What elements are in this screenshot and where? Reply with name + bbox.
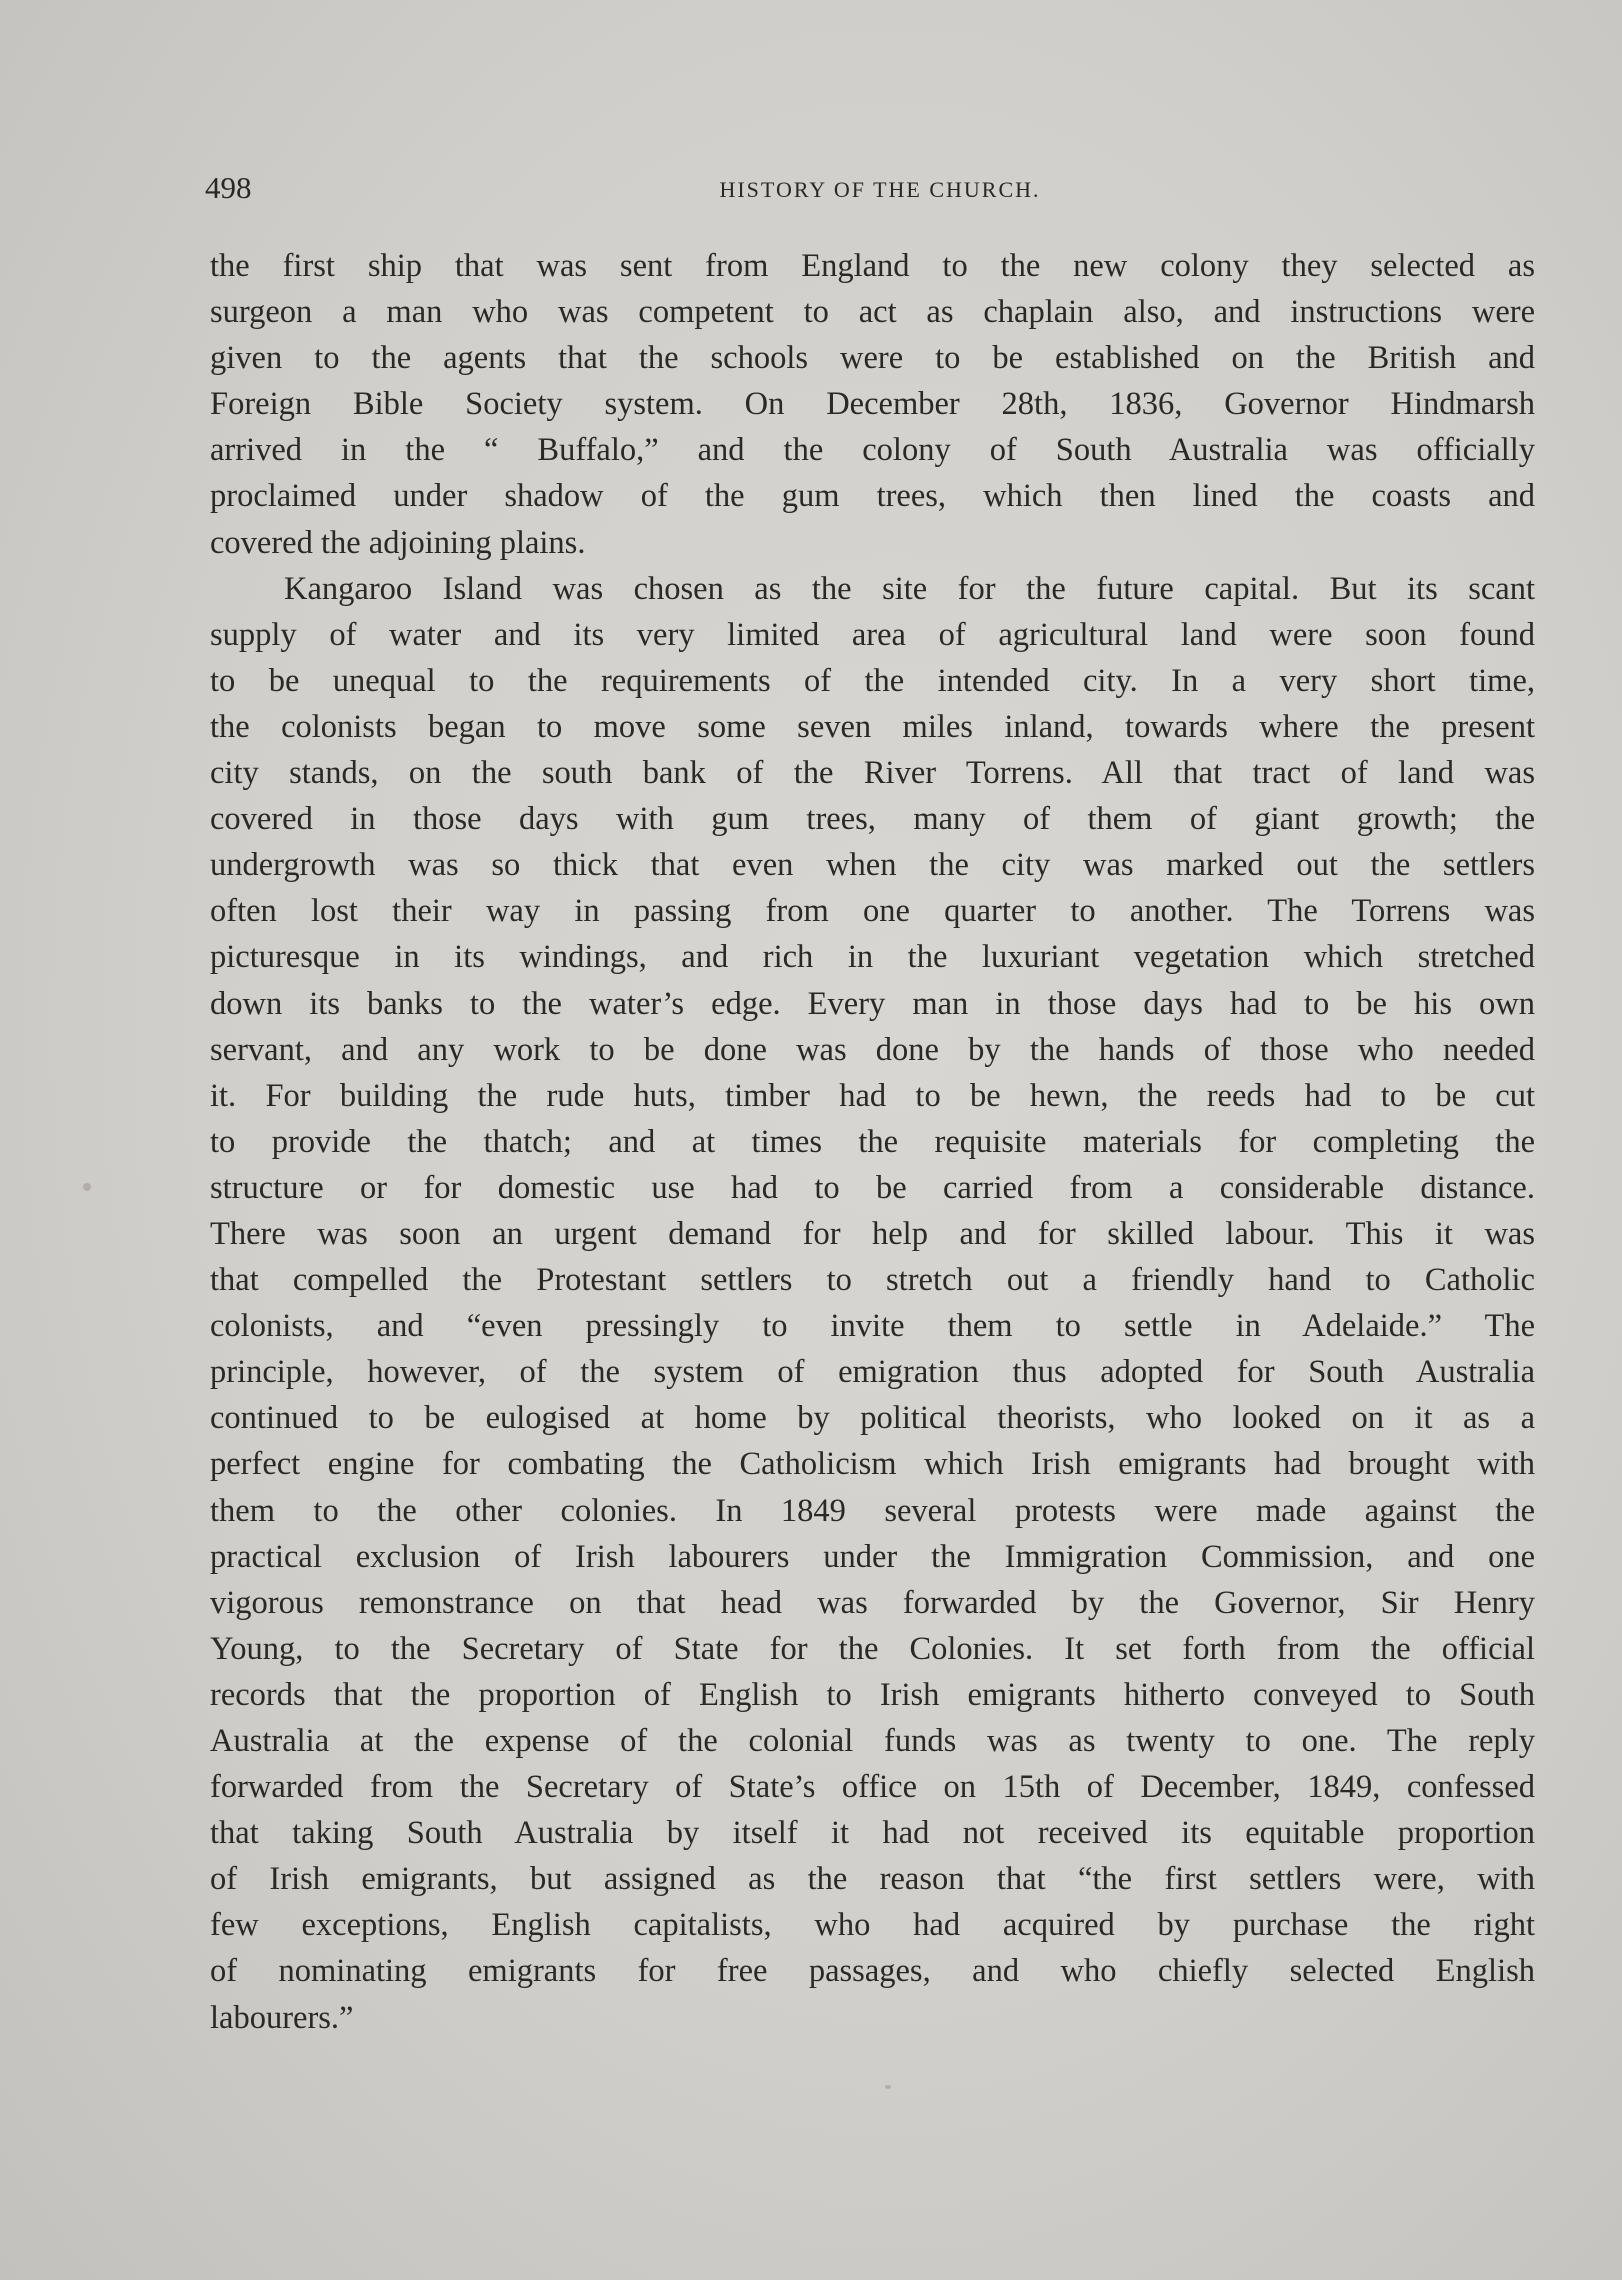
text-line: Kangaroo Island was chosen as the site for the future capital. But its scant [284,570,1535,607]
text-line: Young, to the Secretary of State for the Colonies. It set forth from the official [210,1630,1535,1667]
text-line: surgeon a man who was competent to act as chaplain also, and instructions were [210,294,1535,331]
text-line: perfect engine for combating the Catholicism which Irish emigrants had brought with [210,1446,1535,1483]
text-line: covered the adjoining plains. [210,524,586,561]
text-line: practical exclusion of Irish labourers under the Immigration Commission, and one [210,1538,1535,1575]
text-line: proclaimed under shadow of the gum trees, which then lined the coasts and [210,478,1535,515]
text-line: There was soon an urgent demand for help and for skilled labour. This it was [210,1215,1535,1252]
paragraph-1 [210,243,1535,566]
text-line: arrived in the “ Buffalo,” and the colony of South Australia was officially [210,432,1535,469]
text-line: records that the proportion of English to Irish emigrants hitherto conveyed to South [210,1676,1535,1713]
running-head [205,168,1535,212]
text-line: Australia at the expense of the colonial funds was as twenty to one. The reply [210,1723,1535,1759]
text-line: of Irish emigrants, but assigned as the reason that “the first settlers were, with [210,1861,1535,1898]
text-line: colonists, and “even pressingly to invite them to settle in Adelaide.” The [210,1308,1535,1345]
text-line: that taking South Australia by itself it had not received its equitable proportion [210,1815,1535,1852]
text-line: servant, and any work to be done was done by the hands of those who needed [210,1031,1535,1068]
text-line: that compelled the Protestant settlers to stretch out a friendly hand to Catholic [210,1262,1535,1299]
text-line: to be unequal to the requirements of the intended city. In a very short time, [210,662,1535,699]
text-line: of nominating emigrants for free passages, and who chiefly selected English [210,1953,1535,1990]
body-text [210,243,1535,2041]
text-line: the first ship that was sent from England to the new colony they selected as [210,248,1535,284]
text-line: forwarded from the Secretary of State’s office on 15th of December, 1849, confessed [210,1769,1535,1806]
text-line: covered in those days with gum trees, many of them of giant growth; the [210,801,1535,838]
text-line: labourers.” [210,1999,354,2036]
text-line: structure or for domestic use had to be carried from a considerable distance. [210,1169,1535,1206]
text-line: to provide the thatch; and at times the requisite materials for completing the [210,1123,1535,1160]
text-line: undergrowth was so thick that even when the city was marked out the settlers [210,847,1535,884]
text-line: often lost their way in passing from one quarter to another. The Torrens was [210,893,1535,930]
text-line: vigorous remonstrance on that head was forwarded by the Governor, Sir Henry [210,1584,1535,1621]
text-line: given to the agents that the schools were to be established on the British and [210,340,1535,377]
text-line: it. For building the rude huts, timber had to be hewn, the reeds had to be cut [210,1077,1535,1114]
text-line: them to the other colonies. In 1849 several protests were made against the [210,1492,1535,1529]
text-line: picturesque in its windings, and rich in the luxuriant vegetation which stretched [210,939,1535,976]
paper-speck [83,1183,91,1191]
paragraph-2 [210,566,1535,2041]
text-line: Foreign Bible Society system. On December 28th, 1836, Governor Hindmarsh [210,386,1535,423]
page-number: 498 [205,170,252,205]
paper-speck [885,2085,891,2089]
text-line: few exceptions, English capitalists, who had acquired by purchase the right [210,1907,1535,1944]
text-line: continued to be eulogised at home by political theorists, who looked on it as a [210,1400,1535,1437]
text-line: principle, however, of the system of emigration thus adopted for South Australia [210,1354,1535,1391]
text-line: the colonists began to move some seven miles inland, towards where the present [210,708,1535,745]
running-title: HISTORY OF THE CHURCH. [719,177,1041,202]
text-line: city stands, on the south bank of the River Torrens. All that tract of land was [210,755,1535,792]
text-line: down its banks to the water’s edge. Every man in those days had to be his own [210,985,1535,1022]
text-line: supply of water and its very limited area of agricultural land were soon found [210,616,1535,653]
